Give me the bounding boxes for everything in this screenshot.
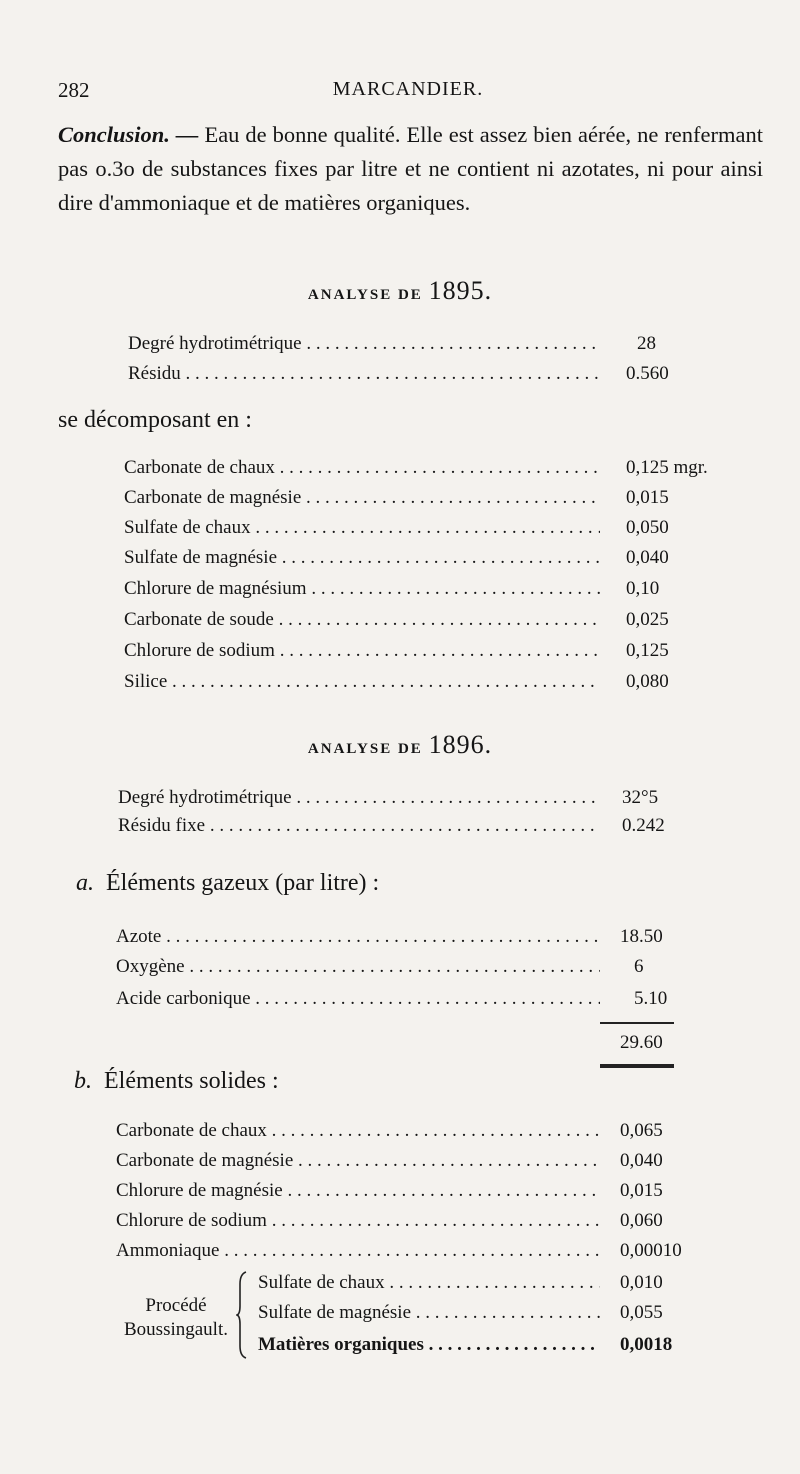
conclusion-paragraph (58, 118, 763, 220)
row-label: Carbonate de magnésie . . . (116, 1150, 600, 1172)
row-label: Sulfate de magnésie . . . (124, 547, 600, 569)
row-label: Sulfate de chaux . . . (258, 1272, 600, 1294)
row-label: Chlorure de magnésium . . . (124, 578, 600, 600)
row-label: Carbonate de chaux . . . (124, 457, 600, 479)
solids-heading (74, 1068, 279, 1095)
analysis-1896-year: 1896. (428, 730, 493, 759)
row-value: 0,015 (626, 487, 669, 508)
conclusion-lead: Conclusion. — (58, 122, 199, 147)
row-label: Carbonate de chaux . . . (116, 1120, 600, 1142)
analysis-1895-year: 1895. (428, 276, 493, 305)
row-label: Degré hydrotimétrique . . . (118, 787, 600, 809)
solids-letter: b. (74, 1068, 92, 1094)
row-value: 0,010 (620, 1272, 663, 1293)
page-number: 282 (58, 78, 90, 102)
row-label: Résidu . . . (128, 363, 600, 385)
row-value: 0.242 (622, 815, 665, 836)
row-value: 0,040 (626, 547, 669, 568)
row-value: 0,125 (626, 640, 669, 661)
analysis-1895-title-prefix: ANALYSE DE (307, 287, 429, 303)
row-value: 0,125 mgr. (626, 457, 708, 478)
running-head: MARCANDIER. (332, 78, 484, 100)
row-value: 0,050 (626, 517, 669, 538)
row-value: 6 (634, 956, 644, 977)
row-value: 0,065 (620, 1120, 663, 1141)
solids-heading-text: Éléments solides : (104, 1068, 279, 1094)
row-label: Chlorure de sodium . . . (116, 1210, 600, 1232)
row-value: 0,060 (620, 1210, 663, 1231)
row-value: 0,0018 (620, 1334, 673, 1355)
gases-heading-text: Éléments gazeux (par litre) : (106, 870, 380, 896)
row-label: Carbonate de soude . . . (124, 609, 600, 631)
row-label: Degré hydrotimétrique . . . (128, 333, 600, 355)
gases-heading (76, 870, 379, 897)
row-label: Sulfate de chaux . . . (124, 517, 600, 539)
row-label: Carbonate de magnésie . . . (124, 487, 600, 509)
conclusion-text: Eau de bonne qualité. Elle est assez bien aérée, ne renfermant pas o.3o de substances fixes par litre et ne contient ni azotates, ni pour ainsi dire d'ammoniaque et de matières organiques. (58, 122, 764, 215)
analysis-1896-title (0, 730, 800, 760)
row-label: Chlorure de magnésie . . . (116, 1180, 600, 1202)
row-value: 0,080 (626, 671, 669, 692)
procedure-label-line2: Boussingault. (124, 1319, 228, 1340)
total-double-rule (600, 1064, 674, 1068)
row-label: Acide carbonique . . . (116, 988, 600, 1010)
row-label: Silice . . . (124, 671, 600, 693)
row-value: 32°5 (622, 787, 659, 808)
row-label: Résidu fixe . . . (118, 815, 600, 837)
row-value: 0,10 (626, 578, 660, 599)
page-header (58, 78, 758, 108)
row-label: Chlorure de sodium . . . (124, 640, 600, 662)
row-value: 0.560 (626, 363, 669, 384)
curly-brace-icon (236, 1270, 250, 1360)
row-value: 28 (637, 333, 656, 354)
decomposition-label: se décomposant en : (58, 407, 252, 433)
sum-rule (600, 1022, 674, 1024)
procedure-label (112, 1294, 240, 1342)
row-value: 0,025 (626, 609, 669, 630)
row-value: 0,015 (620, 1180, 663, 1201)
row-value: 0,040 (620, 1150, 663, 1171)
gases-letter: a. (76, 870, 94, 896)
row-label: Azote . . . (116, 926, 600, 948)
gas-total-value: 29.60 (620, 1032, 663, 1053)
analysis-1896-title-prefix: ANALYSE DE (307, 741, 429, 757)
row-value: 5.10 (634, 988, 668, 1009)
row-label: Sulfate de magnésie . . . (258, 1302, 600, 1324)
row-value: 18.50 (620, 926, 663, 947)
row-value: 0,00010 (620, 1240, 682, 1261)
procedure-label-line1: Procédé (145, 1295, 207, 1316)
row-value: 0,055 (620, 1302, 663, 1323)
analysis-1895-title (0, 276, 800, 306)
row-label: Oxygène . . . (116, 956, 600, 978)
row-label: Ammoniaque . . . (116, 1240, 600, 1262)
row-label: Matières organiques . . . (258, 1334, 600, 1356)
